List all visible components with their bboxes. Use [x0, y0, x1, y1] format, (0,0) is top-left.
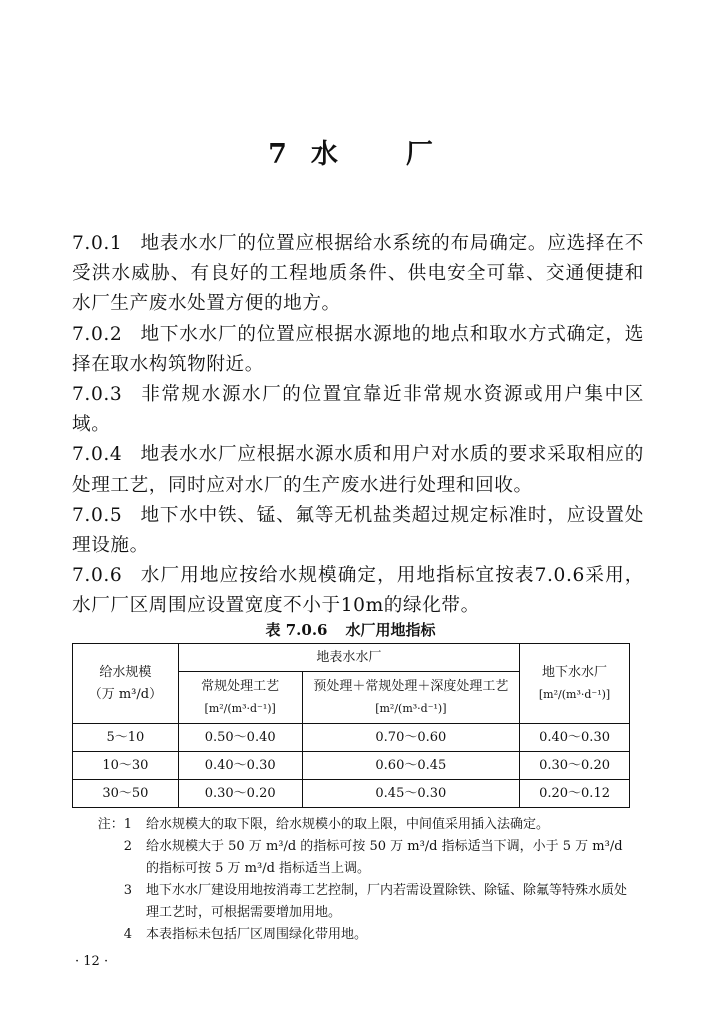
header-advanced-label: 预处理＋常规处理＋深度处理工艺	[313, 678, 509, 694]
header-scale-unit: （万 m³/d）	[88, 686, 163, 702]
header-ground	[520, 644, 630, 724]
note-label: 3	[123, 883, 132, 898]
cell-advanced: 0.45～0.30	[302, 780, 520, 808]
cell-advanced: 0.70～0.60	[302, 724, 520, 752]
header-advanced-unit: [m²/(m³·d⁻¹)]	[375, 701, 447, 715]
note-label: 注：1	[97, 817, 132, 832]
chapter-title-part2: 厂	[405, 139, 433, 170]
header-surface-group: 地表水水厂	[178, 644, 519, 672]
page-number: · 12 ·	[75, 954, 109, 969]
clause-text: 地下水水厂的位置应根据水源地的地点和取水方式确定，选择在取水构筑物附近。	[72, 323, 644, 375]
cell-scale: 5～10	[73, 724, 179, 752]
cell-conventional: 0.40～0.30	[178, 752, 302, 780]
header-ground-label: 地下水水厂	[542, 664, 608, 680]
note-item	[90, 814, 638, 836]
note-text: 地下水水厂建设用地按消毒工艺控制，厂内若需设置除铁、除锰、除氟等特殊水质处理工艺时，可根据需要增加用地。	[146, 883, 628, 920]
clause-7-0-5	[72, 501, 644, 561]
clause-7-0-1	[72, 229, 644, 320]
cell-conventional: 0.30～0.20	[178, 780, 302, 808]
clause-7-0-2	[72, 320, 644, 380]
clause-number: 7.0.4	[72, 444, 123, 466]
chapter-title-part1: 水	[310, 139, 338, 170]
table-title	[0, 619, 701, 640]
clause-number: 7.0.6	[72, 565, 123, 587]
clause-7-0-3	[72, 380, 644, 440]
cell-ground: 0.30～0.20	[520, 752, 630, 780]
clause-7-0-6	[72, 561, 644, 621]
cell-conventional: 0.50～0.40	[178, 724, 302, 752]
header-conventional	[178, 672, 302, 724]
note-label: 2	[123, 839, 132, 854]
clause-number: 7.0.3	[72, 384, 123, 406]
clause-list	[72, 229, 644, 622]
clause-7-0-4	[72, 440, 644, 500]
note-label: 4	[123, 927, 132, 942]
header-ground-unit: [m²/(m³·d⁻¹)]	[538, 687, 611, 701]
header-scale-label: 给水规模	[99, 664, 152, 680]
note-text: 给水规模大于 50 万 m³/d 的指标可按 50 万 m³/d 指标适当下调，小于 5 万 m³/d 的指标可按 5 万 m³/d 指标适当上调。	[146, 839, 623, 876]
table-row	[73, 780, 630, 808]
header-advanced	[302, 672, 520, 724]
cell-ground: 0.20～0.12	[520, 780, 630, 808]
clause-text: 水厂用地应按给水规模确定，用地指标宜按表7.0.6采用，水厂厂区周围应设置宽度不小于10m的绿化带。	[72, 565, 644, 617]
cell-scale: 30～50	[73, 780, 179, 808]
note-text: 给水规模大的取下限，给水规模小的取上限，中间值采用插入法确定。	[146, 817, 550, 832]
clause-text: 地下水中铁、锰、氟等无机盐类超过规定标准时，应设置处理设施。	[72, 504, 644, 557]
clause-text: 非常规水源水厂的位置宜靠近非常规水资源或用户集中区域。	[72, 384, 644, 436]
clause-text: 地表水水厂应根据水源水质和用户对水质的要求采取相应的处理工艺，同时应对水厂的生产废水进行处理和回收。	[72, 444, 644, 496]
header-scale	[73, 644, 179, 724]
land-use-table	[72, 643, 630, 808]
note-item	[90, 836, 638, 880]
cell-scale: 10～30	[73, 752, 179, 780]
note-item	[90, 880, 638, 924]
clause-number: 7.0.2	[72, 323, 123, 345]
chapter-number: 7	[268, 139, 287, 170]
note-text: 本表指标未包括厂区周围绿化带用地。	[146, 927, 368, 942]
table-notes	[90, 814, 638, 946]
note-item	[90, 924, 638, 946]
cell-advanced: 0.60～0.45	[302, 752, 520, 780]
table-row	[73, 724, 630, 752]
header-conventional-unit: [m²/(m³·d⁻¹)]	[204, 701, 276, 715]
header-conventional-label: 常规处理工艺	[201, 678, 280, 694]
clause-number: 7.0.5	[72, 504, 123, 526]
cell-ground: 0.40～0.30	[520, 724, 630, 752]
chapter-title	[0, 132, 701, 171]
table-number: 表 7.0.6	[265, 621, 328, 639]
table-row	[73, 752, 630, 780]
clause-text: 地表水水厂的位置应根据给水系统的布局确定。应选择在不受洪水威胁、有良好的工程地质条件、供电安全可靠、交通便捷和水厂生产废水处置方便的地方。	[72, 233, 644, 315]
clause-number: 7.0.1	[72, 233, 123, 254]
table-name: 水厂用地指标	[345, 621, 436, 639]
